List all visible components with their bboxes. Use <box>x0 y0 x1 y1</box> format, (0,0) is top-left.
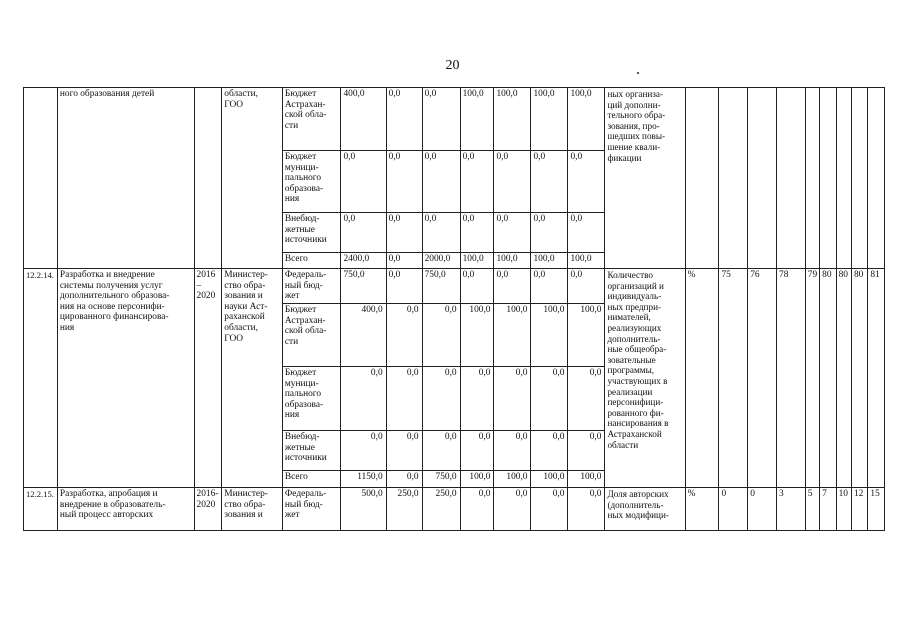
target-cell <box>805 88 819 269</box>
amount-cell: 0,0 <box>422 367 460 431</box>
executor-cell: Министер- ство обра- зования и <box>222 488 283 531</box>
unit-cell: % <box>685 269 719 488</box>
amount-cell: 100,0 <box>568 471 605 488</box>
amount-cell: 250,0 <box>422 488 460 531</box>
amount-cell: 0,0 <box>422 213 460 253</box>
amount-cell: 0,0 <box>386 431 422 471</box>
indicator-cell: Доля авторских (дополнитель- ных модифици- <box>605 488 685 531</box>
amount-cell: 100,0 <box>568 253 605 269</box>
amount-cell: 100,0 <box>568 88 605 151</box>
amount-cell: 0,0 <box>460 488 494 531</box>
amount-cell: 750,0 <box>422 471 460 488</box>
amount-cell: 0,0 <box>341 367 386 431</box>
amount-cell: 0,0 <box>494 151 531 213</box>
amount-cell: 0,0 <box>568 213 605 253</box>
amount-cell: 100,0 <box>460 304 494 367</box>
amount-cell: 1150,0 <box>341 471 386 488</box>
amount-cell: 0,0 <box>460 213 494 253</box>
amount-cell: 750,0 <box>341 269 386 304</box>
page-number: 20 <box>445 58 460 73</box>
target-cell: 12 <box>851 488 867 531</box>
funding-source-cell: Бюджет муници- пального образова- ния <box>282 151 341 213</box>
target-cell: 10 <box>836 488 851 531</box>
amount-cell: 2400,0 <box>341 253 386 269</box>
target-cell <box>777 88 806 269</box>
amount-cell: 0,0 <box>568 488 605 531</box>
amount-cell: 100,0 <box>568 304 605 367</box>
amount-cell: 0,0 <box>422 88 460 151</box>
amount-cell: 0,0 <box>568 431 605 471</box>
unit-cell: % <box>685 488 719 531</box>
amount-cell: 2000,0 <box>422 253 460 269</box>
funding-source-cell: Бюджет муници- пального образова- ния <box>282 367 341 431</box>
amount-cell: 0,0 <box>494 367 531 431</box>
amount-cell: 0,0 <box>494 213 531 253</box>
amount-cell: 100,0 <box>460 471 494 488</box>
amount-cell: 0,0 <box>341 431 386 471</box>
amount-cell: 0,0 <box>460 151 494 213</box>
amount-cell: 0,0 <box>531 151 568 213</box>
target-cell: 76 <box>748 269 777 488</box>
amount-cell: 0,0 <box>386 88 422 151</box>
target-cell: 80 <box>836 269 851 488</box>
amount-cell: 250,0 <box>386 488 422 531</box>
table-row <box>24 488 885 531</box>
target-cell: 78 <box>777 269 806 488</box>
target-cell: 7 <box>820 488 836 531</box>
target-cell: 5 <box>805 488 819 531</box>
amount-cell: 0,0 <box>341 213 386 253</box>
indicator-cell: Количество организаций и индивидуаль- ных предпри- нимателей, реализующих дополнитель- ные общеобра- зовательные программы, участвующих в реализации персонифици- рованного фи- нансирования в Астраханской области <box>605 269 685 488</box>
period-cell <box>194 88 222 269</box>
amount-cell: 0,0 <box>494 488 531 531</box>
program-activities-table <box>23 87 885 531</box>
amount-cell: 0,0 <box>460 269 494 304</box>
amount-cell: 0,0 <box>531 367 568 431</box>
amount-cell: 0,0 <box>460 367 494 431</box>
amount-cell: 100,0 <box>531 471 568 488</box>
amount-cell: 0,0 <box>494 431 531 471</box>
amount-cell: 400,0 <box>341 88 386 151</box>
funding-source-cell: Федераль- ный бюд- жет <box>282 269 341 304</box>
activity-name-cell: Разработка, апробация и внедрение в образователь- ный процесс авторских <box>57 488 194 531</box>
program-table-container <box>23 87 885 531</box>
activity-name-cell: Разработка и внедрение системы получения услуг дополнительного образова- ния на основе персонифи- цированного финансирова- ния <box>57 269 194 488</box>
amount-cell: 750,0 <box>422 269 460 304</box>
amount-cell: 0,0 <box>531 488 568 531</box>
amount-cell: 100,0 <box>494 88 531 151</box>
amount-cell: 0,0 <box>568 151 605 213</box>
table-row <box>24 88 885 151</box>
activity-number-cell: 12.2.15. <box>24 488 58 531</box>
amount-cell: 0,0 <box>460 431 494 471</box>
table-row <box>24 269 885 304</box>
amount-cell: 0,0 <box>422 431 460 471</box>
activity-number-cell <box>24 88 58 269</box>
amount-cell: 0,0 <box>531 269 568 304</box>
target-cell <box>851 88 867 269</box>
funding-source-cell: Всего <box>282 253 341 269</box>
amount-cell: 0,0 <box>568 367 605 431</box>
funding-source-cell: Бюджет Астрахан- ской обла- сти <box>282 304 341 367</box>
target-cell: 0 <box>748 488 777 531</box>
executor-cell: Министер- ство обра- зования и науки Аст- раханской области, ГОО <box>222 269 283 488</box>
funding-source-cell: Всего <box>282 471 341 488</box>
target-cell <box>820 88 836 269</box>
amount-cell: 100,0 <box>531 253 568 269</box>
amount-cell: 400,0 <box>341 304 386 367</box>
amount-cell: 0,0 <box>386 151 422 213</box>
target-cell <box>868 88 885 269</box>
period-cell: 2016- 2020 <box>194 488 222 531</box>
target-cell: 15 <box>868 488 885 531</box>
target-cell: 3 <box>777 488 806 531</box>
amount-cell: 100,0 <box>494 471 531 488</box>
target-cell: 80 <box>820 269 836 488</box>
amount-cell: 100,0 <box>494 304 531 367</box>
target-cell <box>836 88 851 269</box>
period-cell: 2016 – 2020 <box>194 269 222 488</box>
amount-cell: 0,0 <box>386 269 422 304</box>
activity-number-cell: 12.2.14. <box>24 269 58 488</box>
amount-cell: 0,0 <box>422 151 460 213</box>
executor-cell: области, ГОО <box>222 88 283 269</box>
amount-cell: 0,0 <box>386 304 422 367</box>
amount-cell: 0,0 <box>386 471 422 488</box>
amount-cell: 0,0 <box>422 304 460 367</box>
target-cell <box>748 88 777 269</box>
amount-cell: 0,0 <box>531 431 568 471</box>
target-cell: 81 <box>868 269 885 488</box>
amount-cell: 0,0 <box>568 269 605 304</box>
amount-cell: 100,0 <box>460 88 494 151</box>
amount-cell: 100,0 <box>494 253 531 269</box>
target-cell: 79 <box>805 269 819 488</box>
amount-cell: 100,0 <box>531 304 568 367</box>
amount-cell: 0,0 <box>341 151 386 213</box>
target-cell <box>719 88 748 269</box>
target-cell: 75 <box>719 269 748 488</box>
amount-cell: 500,0 <box>341 488 386 531</box>
activity-name-cell: ного образования детей <box>57 88 194 269</box>
funding-source-cell: Федераль- ный бюд- жет <box>282 488 341 531</box>
indicator-cell: ных организа- ций дополни- тельного обра- зования, про- шедших повы- шение квали- фикации <box>605 88 685 269</box>
target-cell: 80 <box>851 269 867 488</box>
funding-source-cell: Внебюд- жетные источники <box>282 431 341 471</box>
funding-source-cell: Внебюд- жетные источники <box>282 213 341 253</box>
target-cell: 0 <box>719 488 748 531</box>
amount-cell: 0,0 <box>531 213 568 253</box>
scan-speck <box>637 72 639 74</box>
amount-cell: 0,0 <box>386 253 422 269</box>
amount-cell: 0,0 <box>494 269 531 304</box>
amount-cell: 0,0 <box>386 367 422 431</box>
funding-source-cell: Бюджет Астрахан- ской обла- сти <box>282 88 341 151</box>
unit-cell <box>685 88 719 269</box>
amount-cell: 0,0 <box>386 213 422 253</box>
amount-cell: 100,0 <box>531 88 568 151</box>
amount-cell: 100,0 <box>460 253 494 269</box>
